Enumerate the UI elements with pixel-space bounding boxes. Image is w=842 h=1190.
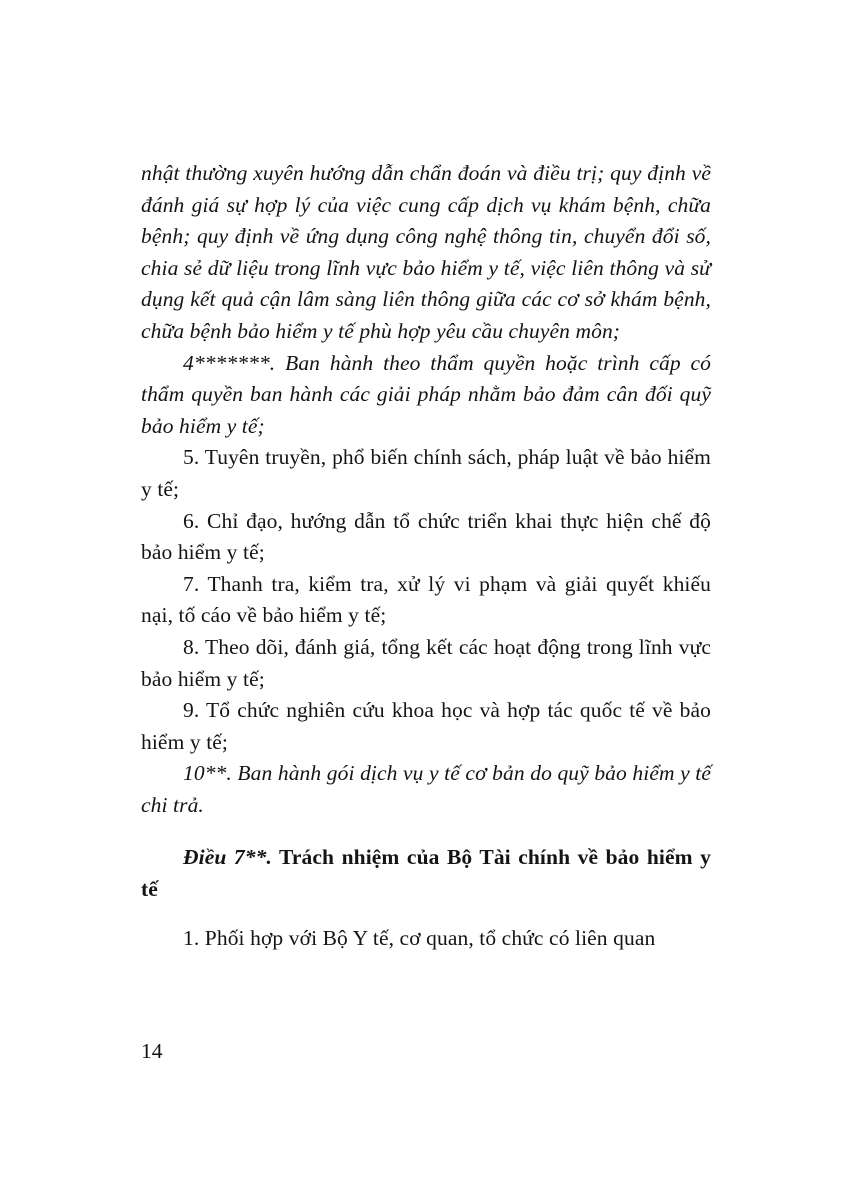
article-title: Trách nhiệm của Bộ Tài chính về bảo hiểm y tế [141, 845, 712, 902]
paragraph-item-4: 4*******. Ban hành theo thẩm quyền hoặc trình cấp có thẩm quyền ban hành các giải pháp nhằm bảo đảm cân đối quỹ bảo hiểm y tế; [141, 350, 711, 438]
page-number: 14 [141, 1039, 163, 1063]
paragraph-item-7: 7. Thanh tra, kiểm tra, xử lý vi phạm và giải quyết khiếu nại, tố cáo về bảo hiểm y tế; [141, 571, 711, 628]
paragraph-item-8: 8. Theo dõi, đánh giá, tổng kết các hoạt động trong lĩnh vực bảo hiểm y tế; [141, 634, 711, 691]
article-number: Điều 7**. [183, 845, 272, 870]
paragraph-continuation: nhật thường xuyên hướng dẫn chẩn đoán và điều trị; quy định về đánh giá sự hợp lý của việc cung cấp dịch vụ khám bệnh, chữa bệnh; quy định về ứng dụng công nghệ thông tin, chuyển đổi số, chia sẻ dữ liệu trong lĩnh vực bảo hiểm y tế, việc liên thông và sử dụng kết quả cận lâm sàng liên thông giữa các cơ sở khám bệnh, chữa bệnh bảo hiểm y tế phù hợp yêu cầu chuyên môn; [141, 161, 711, 343]
paragraph-item-1: 1. Phối hợp với Bộ Y tế, cơ quan, tổ chức có liên quan [183, 925, 656, 950]
paragraph-item-5: 5. Tuyên truyền, phổ biến chính sách, pháp luật về bảo hiểm y tế; [141, 445, 711, 501]
page-content [141, 158, 711, 954]
paragraph-item-6: 6. Chỉ đạo, hướng dẫn tổ chức triển khai thực hiện chế độ bảo hiểm y tế; [141, 508, 711, 565]
paragraph-item-9: 9. Tổ chức nghiên cứu khoa học và hợp tác quốc tế về bảo hiểm y tế; [141, 698, 711, 754]
paragraph-item-10: 10**. Ban hành gói dịch vụ y tế cơ bản do quỹ bảo hiểm y tế chi trả. [141, 761, 711, 817]
article-heading [141, 842, 711, 905]
